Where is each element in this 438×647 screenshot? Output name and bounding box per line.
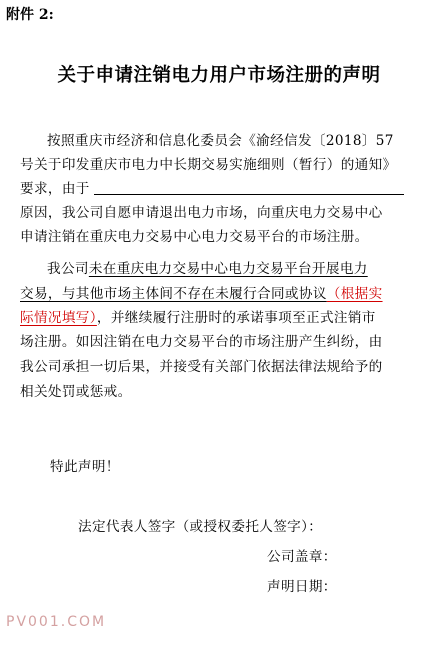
para1-line5: 申请注销在重庆电力交易中心电力交易平台的市场注册。 [20,229,369,245]
para1-line4: 原因，我公司自愿申请退出电力市场，向重庆电力交易中心 [20,205,383,221]
signature-date: 声明日期： [267,579,337,595]
para2-line4: 场注册。如因注销在电力交易平台的市场注册产生纠纷，由 [20,334,383,350]
commitment-underlined-1: 未在重庆电力交易中心电力交易平台开展电力 [88,261,368,277]
reason-prefix: 要求，由于 [20,181,90,197]
para2-line1 [47,257,368,277]
para2-line5: 我公司承担一切后果，并接受有关部门依据法律法规给予的 [20,359,383,375]
signature-representative: 法定代表人签字（或授权委托人签字）： [78,519,323,535]
document-title: 关于申请注销电力用户市场注册的声明 [57,65,381,86]
commitment-underlined-2: 交易，与其他市场主体间不存在未履行合同或协议 [20,286,327,302]
para1-line2: 号关于印发重庆市电力中长期交易实施细则（暂行）的通知》 [20,157,397,173]
para2-line2 [20,282,383,302]
signature-seal: 公司盖章： [267,549,337,565]
para1-line3 [20,177,404,197]
fill-instruction-2: 际情况填写） [20,310,97,326]
fill-instruction-1: （根据实 [326,286,383,302]
commitment-prefix: 我公司 [47,261,89,277]
para2-line3 [20,306,376,326]
reason-blank-field [94,180,404,195]
attachment-label: 附件 2: [6,7,54,23]
special-statement: 特此声明！ [50,459,120,475]
watermark-logo: PV001.COM [6,614,107,630]
para2-line6: 相关处罚或惩戒。 [20,384,132,400]
para1-line1: 按照重庆市经济和信息化委员会《渝经信发〔2018〕57 [47,133,394,149]
commitment-continuation: ，并继续履行注册时的承诺事项至正式注销市 [96,310,376,326]
